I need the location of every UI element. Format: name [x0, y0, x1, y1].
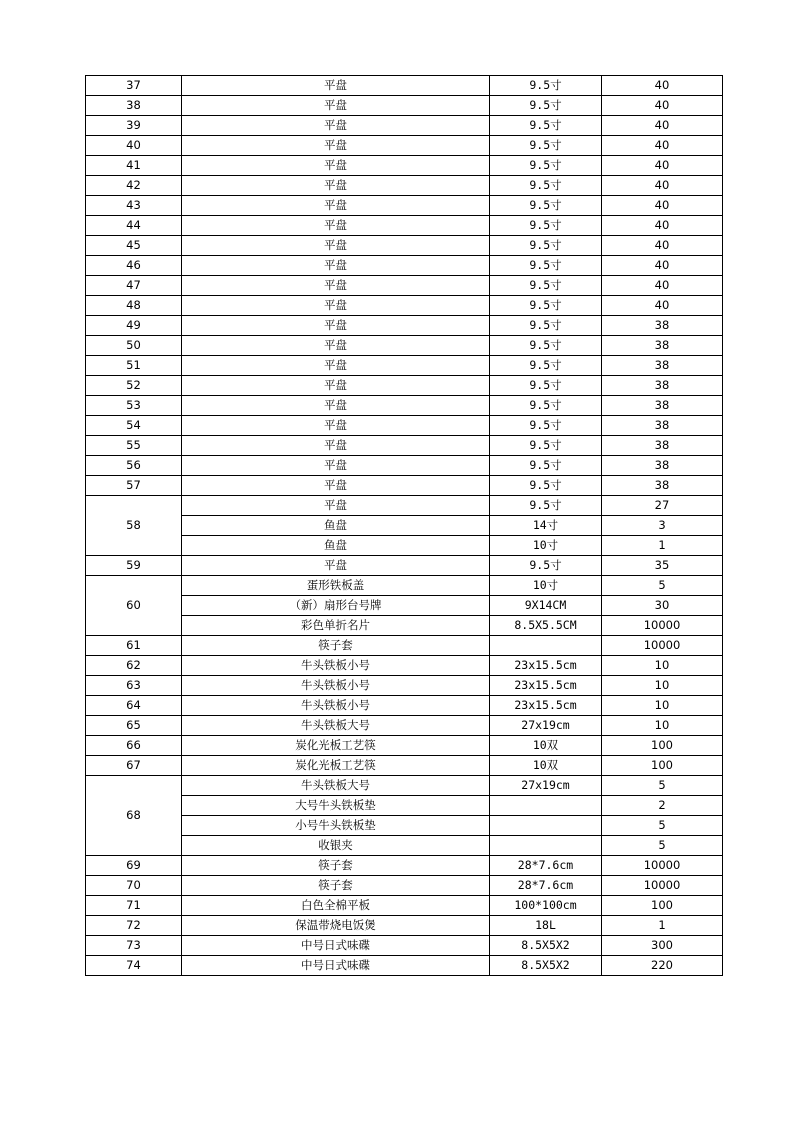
item-name-cell: 平盘 [182, 136, 490, 156]
item-spec-cell: 9.5寸 [490, 396, 602, 416]
item-spec-cell: 100*100cm [490, 896, 602, 916]
item-quantity-cell: 40 [602, 296, 723, 316]
item-name-cell: 平盘 [182, 176, 490, 196]
item-spec-cell: 9.5寸 [490, 456, 602, 476]
table-row [86, 516, 723, 536]
table-row [86, 556, 723, 576]
item-spec-cell: 27x19cm [490, 776, 602, 796]
item-name-cell: 平盘 [182, 116, 490, 136]
item-spec-cell: 23x15.5cm [490, 676, 602, 696]
item-quantity-cell: 40 [602, 156, 723, 176]
item-quantity-cell: 38 [602, 316, 723, 336]
item-quantity-cell: 10000 [602, 616, 723, 636]
row-number-cell: 40 [86, 136, 182, 156]
item-name-cell: 牛头铁板小号 [182, 656, 490, 676]
item-spec-cell: 9.5寸 [490, 96, 602, 116]
item-name-cell: 平盘 [182, 96, 490, 116]
item-spec-cell: 9.5寸 [490, 496, 602, 516]
item-name-cell: 鱼盘 [182, 516, 490, 536]
row-number-cell: 66 [86, 736, 182, 756]
table-row [86, 456, 723, 476]
item-quantity-cell: 2 [602, 796, 723, 816]
inventory-table [85, 75, 723, 976]
item-quantity-cell: 38 [602, 436, 723, 456]
item-spec-cell: 9.5寸 [490, 356, 602, 376]
row-number-cell: 45 [86, 236, 182, 256]
item-name-cell: 平盘 [182, 316, 490, 336]
table-row [86, 276, 723, 296]
item-quantity-cell: 10000 [602, 636, 723, 656]
item-name-cell: 保温带烧电饭煲 [182, 916, 490, 936]
table-row [86, 756, 723, 776]
item-quantity-cell: 38 [602, 376, 723, 396]
item-name-cell: 平盘 [182, 416, 490, 436]
item-spec-cell: 9X14CM [490, 596, 602, 616]
table-row [86, 296, 723, 316]
item-spec-cell: 8.5X5.5CM [490, 616, 602, 636]
item-quantity-cell: 10 [602, 656, 723, 676]
item-name-cell: 筷子套 [182, 636, 490, 656]
row-number-cell: 60 [86, 576, 182, 636]
item-quantity-cell: 40 [602, 176, 723, 196]
item-name-cell: 牛头铁板大号 [182, 716, 490, 736]
item-spec-cell: 9.5寸 [490, 256, 602, 276]
item-name-cell: 炭化光板工艺筷 [182, 736, 490, 756]
table-row [86, 416, 723, 436]
item-name-cell: 平盘 [182, 276, 490, 296]
item-quantity-cell: 40 [602, 216, 723, 236]
row-number-cell: 42 [86, 176, 182, 196]
table-row [86, 676, 723, 696]
table-row [86, 156, 723, 176]
item-name-cell: 平盘 [182, 496, 490, 516]
table-row [86, 776, 723, 796]
row-number-cell: 44 [86, 216, 182, 236]
table-row [86, 616, 723, 636]
item-name-cell: 平盘 [182, 196, 490, 216]
row-number-cell: 43 [86, 196, 182, 216]
item-name-cell: 平盘 [182, 356, 490, 376]
item-quantity-cell: 38 [602, 476, 723, 496]
row-number-cell: 51 [86, 356, 182, 376]
item-name-cell: 白色全棉平板 [182, 896, 490, 916]
row-number-cell: 46 [86, 256, 182, 276]
table-row [86, 76, 723, 96]
row-number-cell: 59 [86, 556, 182, 576]
item-spec-cell: 23x15.5cm [490, 656, 602, 676]
row-number-cell: 68 [86, 776, 182, 856]
row-number-cell: 38 [86, 96, 182, 116]
item-quantity-cell: 40 [602, 256, 723, 276]
table-row [86, 836, 723, 856]
item-quantity-cell: 5 [602, 836, 723, 856]
item-name-cell: 平盘 [182, 256, 490, 276]
row-number-cell: 55 [86, 436, 182, 456]
item-spec-cell: 9.5寸 [490, 336, 602, 356]
table-row [86, 356, 723, 376]
row-number-cell: 67 [86, 756, 182, 776]
item-spec-cell: 23x15.5cm [490, 696, 602, 716]
item-name-cell: 炭化光板工艺筷 [182, 756, 490, 776]
table-row [86, 376, 723, 396]
item-spec-cell: 9.5寸 [490, 556, 602, 576]
table-row [86, 896, 723, 916]
row-number-cell: 50 [86, 336, 182, 356]
item-name-cell: 平盘 [182, 376, 490, 396]
row-number-cell: 71 [86, 896, 182, 916]
row-number-cell: 57 [86, 476, 182, 496]
table-row [86, 236, 723, 256]
row-number-cell: 37 [86, 76, 182, 96]
table-row [86, 576, 723, 596]
table-row [86, 336, 723, 356]
item-name-cell: 小号牛头铁板垫 [182, 816, 490, 836]
item-name-cell: 平盘 [182, 236, 490, 256]
table-row [86, 256, 723, 276]
item-quantity-cell: 100 [602, 736, 723, 756]
table-row [86, 396, 723, 416]
item-spec-cell: 18L [490, 916, 602, 936]
table-row [86, 536, 723, 556]
table-row [86, 196, 723, 216]
table-row [86, 136, 723, 156]
item-quantity-cell: 300 [602, 936, 723, 956]
item-quantity-cell: 40 [602, 116, 723, 136]
table-row [86, 656, 723, 676]
table-row [86, 436, 723, 456]
item-spec-cell: 9.5寸 [490, 216, 602, 236]
item-spec-cell: 10寸 [490, 576, 602, 596]
item-name-cell: 平盘 [182, 216, 490, 236]
item-spec-cell: 9.5寸 [490, 136, 602, 156]
item-quantity-cell: 5 [602, 776, 723, 796]
row-number-cell: 63 [86, 676, 182, 696]
item-name-cell: 大号牛头铁板垫 [182, 796, 490, 816]
item-spec-cell: 9.5寸 [490, 276, 602, 296]
item-name-cell: 筷子套 [182, 856, 490, 876]
item-spec-cell: 9.5寸 [490, 296, 602, 316]
item-name-cell: 平盘 [182, 156, 490, 176]
item-spec-cell: 9.5寸 [490, 436, 602, 456]
item-quantity-cell: 40 [602, 76, 723, 96]
item-quantity-cell: 10 [602, 716, 723, 736]
table-row [86, 316, 723, 336]
item-spec-cell [490, 636, 602, 656]
table-row [86, 716, 723, 736]
row-number-cell: 48 [86, 296, 182, 316]
item-name-cell: 平盘 [182, 296, 490, 316]
row-number-cell: 47 [86, 276, 182, 296]
item-quantity-cell: 38 [602, 456, 723, 476]
table-row [86, 176, 723, 196]
item-name-cell: 平盘 [182, 436, 490, 456]
row-number-cell: 53 [86, 396, 182, 416]
item-name-cell: 筷子套 [182, 876, 490, 896]
item-name-cell: 牛头铁板大号 [182, 776, 490, 796]
table-row [86, 736, 723, 756]
table-row [86, 956, 723, 976]
row-number-cell: 72 [86, 916, 182, 936]
item-quantity-cell: 10 [602, 696, 723, 716]
item-name-cell: 平盘 [182, 396, 490, 416]
item-quantity-cell: 100 [602, 896, 723, 916]
row-number-cell: 69 [86, 856, 182, 876]
item-spec-cell: 9.5寸 [490, 316, 602, 336]
item-spec-cell: 8.5X5X2 [490, 936, 602, 956]
row-number-cell: 58 [86, 496, 182, 556]
item-quantity-cell: 38 [602, 336, 723, 356]
row-number-cell: 65 [86, 716, 182, 736]
item-quantity-cell: 10000 [602, 876, 723, 896]
table-row [86, 816, 723, 836]
table-row [86, 856, 723, 876]
row-number-cell: 52 [86, 376, 182, 396]
item-spec-cell: 9.5寸 [490, 176, 602, 196]
item-quantity-cell: 10000 [602, 856, 723, 876]
table-row [86, 696, 723, 716]
item-spec-cell [490, 836, 602, 856]
item-name-cell: 平盘 [182, 76, 490, 96]
item-spec-cell: 9.5寸 [490, 116, 602, 136]
row-number-cell: 56 [86, 456, 182, 476]
item-quantity-cell: 40 [602, 236, 723, 256]
table-row [86, 876, 723, 896]
item-spec-cell: 9.5寸 [490, 376, 602, 396]
item-quantity-cell: 38 [602, 416, 723, 436]
item-name-cell: 平盘 [182, 556, 490, 576]
item-spec-cell: 9.5寸 [490, 196, 602, 216]
item-spec-cell: 27x19cm [490, 716, 602, 736]
item-spec-cell: 9.5寸 [490, 76, 602, 96]
item-name-cell: 蛋形铁板盖 [182, 576, 490, 596]
table-row [86, 476, 723, 496]
row-number-cell: 41 [86, 156, 182, 176]
item-quantity-cell: 40 [602, 196, 723, 216]
item-spec-cell: 28*7.6cm [490, 856, 602, 876]
item-spec-cell: 8.5X5X2 [490, 956, 602, 976]
item-quantity-cell: 1 [602, 916, 723, 936]
item-quantity-cell: 40 [602, 96, 723, 116]
item-name-cell: 牛头铁板小号 [182, 676, 490, 696]
table-row [86, 116, 723, 136]
item-spec-cell: 9.5寸 [490, 416, 602, 436]
item-spec-cell: 9.5寸 [490, 476, 602, 496]
item-name-cell: 平盘 [182, 456, 490, 476]
item-spec-cell: 28*7.6cm [490, 876, 602, 896]
row-number-cell: 70 [86, 876, 182, 896]
item-name-cell: 中号日式味碟 [182, 936, 490, 956]
item-name-cell: 彩色单折名片 [182, 616, 490, 636]
table-row [86, 496, 723, 516]
table-row [86, 796, 723, 816]
item-spec-cell: 9.5寸 [490, 156, 602, 176]
item-quantity-cell: 40 [602, 136, 723, 156]
table-row [86, 936, 723, 956]
item-quantity-cell: 1 [602, 536, 723, 556]
item-quantity-cell: 5 [602, 576, 723, 596]
item-quantity-cell: 38 [602, 396, 723, 416]
item-spec-cell [490, 796, 602, 816]
table-row [86, 636, 723, 656]
row-number-cell: 61 [86, 636, 182, 656]
item-spec-cell [490, 816, 602, 836]
item-quantity-cell: 5 [602, 816, 723, 836]
item-quantity-cell: 100 [602, 756, 723, 776]
table-row [86, 216, 723, 236]
item-name-cell: 中号日式味碟 [182, 956, 490, 976]
table-row [86, 596, 723, 616]
table-row [86, 916, 723, 936]
item-quantity-cell: 220 [602, 956, 723, 976]
item-spec-cell: 14寸 [490, 516, 602, 536]
item-spec-cell: 10寸 [490, 536, 602, 556]
item-name-cell: 牛头铁板小号 [182, 696, 490, 716]
row-number-cell: 49 [86, 316, 182, 336]
item-quantity-cell: 27 [602, 496, 723, 516]
item-name-cell: 平盘 [182, 476, 490, 496]
row-number-cell: 62 [86, 656, 182, 676]
item-quantity-cell: 38 [602, 356, 723, 376]
item-quantity-cell: 30 [602, 596, 723, 616]
row-number-cell: 74 [86, 956, 182, 976]
table-row [86, 96, 723, 116]
item-spec-cell: 10双 [490, 736, 602, 756]
row-number-cell: 54 [86, 416, 182, 436]
item-quantity-cell: 40 [602, 276, 723, 296]
item-name-cell: （新）扇形台号牌 [182, 596, 490, 616]
item-name-cell: 收银夹 [182, 836, 490, 856]
item-quantity-cell: 3 [602, 516, 723, 536]
item-quantity-cell: 10 [602, 676, 723, 696]
item-quantity-cell: 35 [602, 556, 723, 576]
item-name-cell: 鱼盘 [182, 536, 490, 556]
inventory-table-body [86, 76, 723, 976]
row-number-cell: 39 [86, 116, 182, 136]
row-number-cell: 64 [86, 696, 182, 716]
item-name-cell: 平盘 [182, 336, 490, 356]
item-spec-cell: 9.5寸 [490, 236, 602, 256]
row-number-cell: 73 [86, 936, 182, 956]
item-spec-cell: 10双 [490, 756, 602, 776]
